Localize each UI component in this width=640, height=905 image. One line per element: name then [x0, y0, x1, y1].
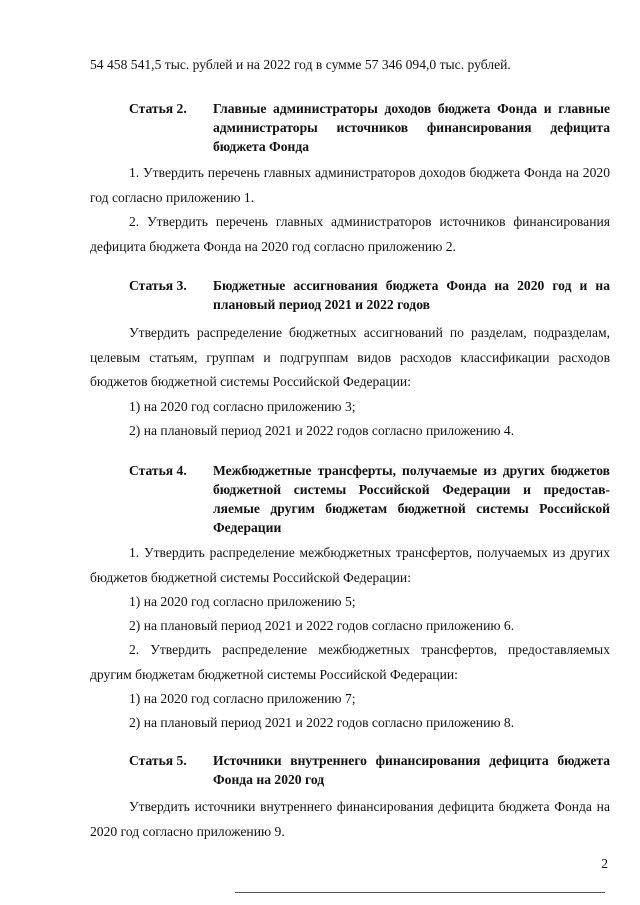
article-4-item-1: 1. Утвердить распределение межбюджетных трансфертов, получаемых из других бюджетов бюджетной системы Российской Федерации: — [90, 545, 610, 585]
page-number: 2 — [601, 856, 608, 871]
article-title: Главные администраторы доходов бюджета Фонда и главные администраторы источников финансирования дефицита бюджета Фонда — [213, 101, 610, 154]
article-4-heading — [129, 461, 610, 537]
article-number: Статья 2. — [129, 101, 187, 116]
article-4-item-4: 2. Утвердить распределение межбюджетных трансфертов, предоставляемых другим бюджетам бюджетной системы Российской Федерации: — [90, 642, 610, 682]
article-2-heading — [129, 99, 610, 156]
intro-line: 54 458 541,5 тыс. рублей и на 2022 год в сумме 57 346 094,0 тыс. рублей. — [90, 57, 511, 72]
article-4-item-6: 2) на плановый период 2021 и 2022 годов согласно приложению 8. — [129, 715, 515, 730]
article-number: Статья 5. — [129, 753, 187, 768]
article-2-item-2: 2. Утвердить перечень главных администраторов источников финансирования дефицита бюджета Фонда на 2020 год согласно приложению 2. — [90, 214, 610, 254]
article-title: Межбюджетные трансферты, получаемые из других бюджетов бюджетной системы Российской Федерации и предостав-ляемые другим бюджетам бюджетной системы Российской Федерации — [213, 463, 610, 535]
footer-divider — [235, 892, 605, 893]
article-3-item-2: 1) на 2020 год согласно приложению 3; — [129, 399, 356, 414]
article-4-item-3: 2) на плановый период 2021 и 2022 годов согласно приложению 6. — [129, 618, 515, 633]
article-3-item-3: 2) на плановый период 2021 и 2022 годов согласно приложению 4. — [129, 423, 515, 438]
article-4-item-5: 1) на 2020 год согласно приложению 7; — [129, 691, 356, 706]
article-number: Статья 3. — [129, 278, 187, 293]
article-title: Источники внутреннего финансирования дефицита бюджета Фонда на 2020 год — [213, 753, 610, 787]
article-5-heading — [129, 751, 610, 789]
article-4-item-2: 1) на 2020 год согласно приложению 5; — [129, 594, 356, 609]
article-3-heading — [129, 276, 610, 314]
article-number: Статья 4. — [129, 463, 187, 478]
article-5-item-1: Утвердить источники внутреннего финансирования дефицита бюджета Фонда на 2020 год согласно приложению 9. — [90, 799, 610, 839]
article-title: Бюджетные ассигнования бюджета Фонда на 2020 год и на плановый период 2021 и 2022 годов — [213, 278, 610, 312]
article-3-item-1: Утвердить распределение бюджетных ассигнований по разделам, подразделам, целевым статьям, группам и подгруппам видов расходов классификации расходов бюджетов бюджетной системы Российской Федерации: — [90, 325, 610, 389]
article-2-item-1: 1. Утвердить перечень главных администраторов доходов бюджета Фонда на 2020 год согласно приложению 1. — [90, 165, 610, 205]
